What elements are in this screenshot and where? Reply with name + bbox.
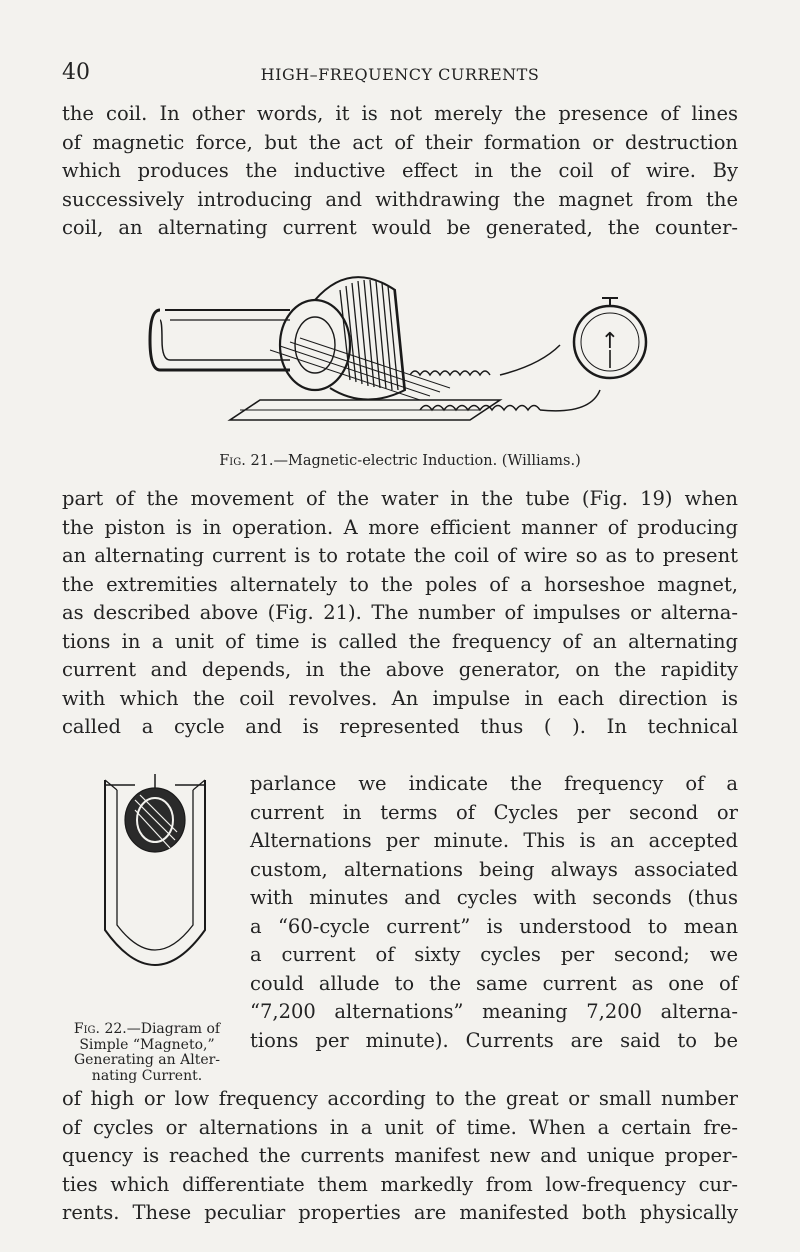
- running-title: HIGH–FREQUENCY CURRENTS: [260, 65, 540, 84]
- text-line: of cycles or alternations in a unit of time. When a certain fre-: [62, 1115, 738, 1139]
- text-line: tions per minute). Currents are said to be: [250, 1028, 738, 1052]
- paragraph-2: [62, 485, 738, 742]
- text-line: could allude to the same current as one of: [250, 971, 738, 995]
- text-line: as described above (Fig. 21). The number of impulses or alterna-: [62, 601, 738, 624]
- text-line: parlance we indicate the frequency of a: [250, 772, 738, 795]
- text-line: “7,200 alternations” meaning 7,200 alterna-: [250, 1000, 738, 1023]
- text-line: the coil. In other words, it is not merely the presence of lines: [62, 102, 738, 125]
- text-line: an alternating current is to rotate the coil of wire so as to present: [62, 544, 738, 567]
- figure-label: Fig. 22.: [73, 1021, 127, 1037]
- text-line: the piston is in operation. A more efficient manner of producing: [62, 515, 738, 539]
- text-line: tions in a unit of time is called the frequency of an alternating: [62, 629, 738, 653]
- text-line: current and depends, in the above generator, on the rapidity: [62, 658, 738, 681]
- paragraph-1: [62, 100, 738, 243]
- text-line: of magnetic force, but the act of their formation or destruction: [62, 130, 738, 154]
- paragraph-2-end: [62, 1085, 738, 1228]
- text-line: with which the coil revolves. An impulse in each direction is: [62, 686, 738, 710]
- text-line: of high or low frequency according to the great or small number: [62, 1087, 738, 1110]
- text-line: the extremities alternately to the poles of a horseshoe magnet,: [62, 572, 738, 596]
- figure-21-illustration: [140, 250, 660, 435]
- text-line: quency is reached the currents manifest new and unique proper-: [62, 1144, 738, 1167]
- galvanometer-arrow: ↑: [600, 329, 620, 354]
- text-line: part of the movement of the water in the tube (Fig. 19) when: [62, 487, 738, 510]
- page-number: 40: [62, 60, 90, 85]
- figure-label: Fig. 21.: [219, 453, 274, 469]
- caption-line: —Diagram of: [126, 1021, 221, 1037]
- paragraph-2-wrap: [250, 770, 738, 1055]
- text-line: successively introducing and withdrawing the magnet from the: [62, 187, 738, 211]
- text-line: coil, an alternating current would be generated, the counter-: [62, 216, 738, 239]
- figure-22-caption: [62, 1022, 232, 1084]
- text-line: a “60-cycle current” is understood to mean: [250, 914, 738, 938]
- caption-text: —Magnetic-electric Induction. (Williams.): [273, 453, 581, 469]
- text-line: custom, alternations being always associated: [250, 857, 738, 881]
- text-line: current in terms of Cycles per second or: [250, 800, 738, 824]
- caption-line: Simple “Magneto,”: [79, 1036, 215, 1053]
- text-line: rents. These peculiar properties are manifested both physically: [62, 1201, 738, 1224]
- caption-line: nating Current.: [91, 1067, 203, 1084]
- caption-line: Generating an Alter-: [73, 1052, 221, 1068]
- text-line: with minutes and cycles with seconds (thus: [250, 886, 738, 909]
- text-line: ties which differentiate them markedly from low-frequency cur-: [62, 1172, 738, 1196]
- figure-22-illustration: [95, 770, 215, 995]
- text-line: called a cycle and is represented thus ( ). In technical: [62, 715, 738, 738]
- figure-21-caption: [0, 453, 800, 469]
- page-header: [0, 60, 800, 90]
- text-line: which produces the inductive effect in the coil of wire. By: [62, 159, 738, 182]
- text-line: Alternations per minute. This is an accepted: [250, 829, 738, 852]
- text-line: a current of sixty cycles per second; we: [250, 943, 738, 966]
